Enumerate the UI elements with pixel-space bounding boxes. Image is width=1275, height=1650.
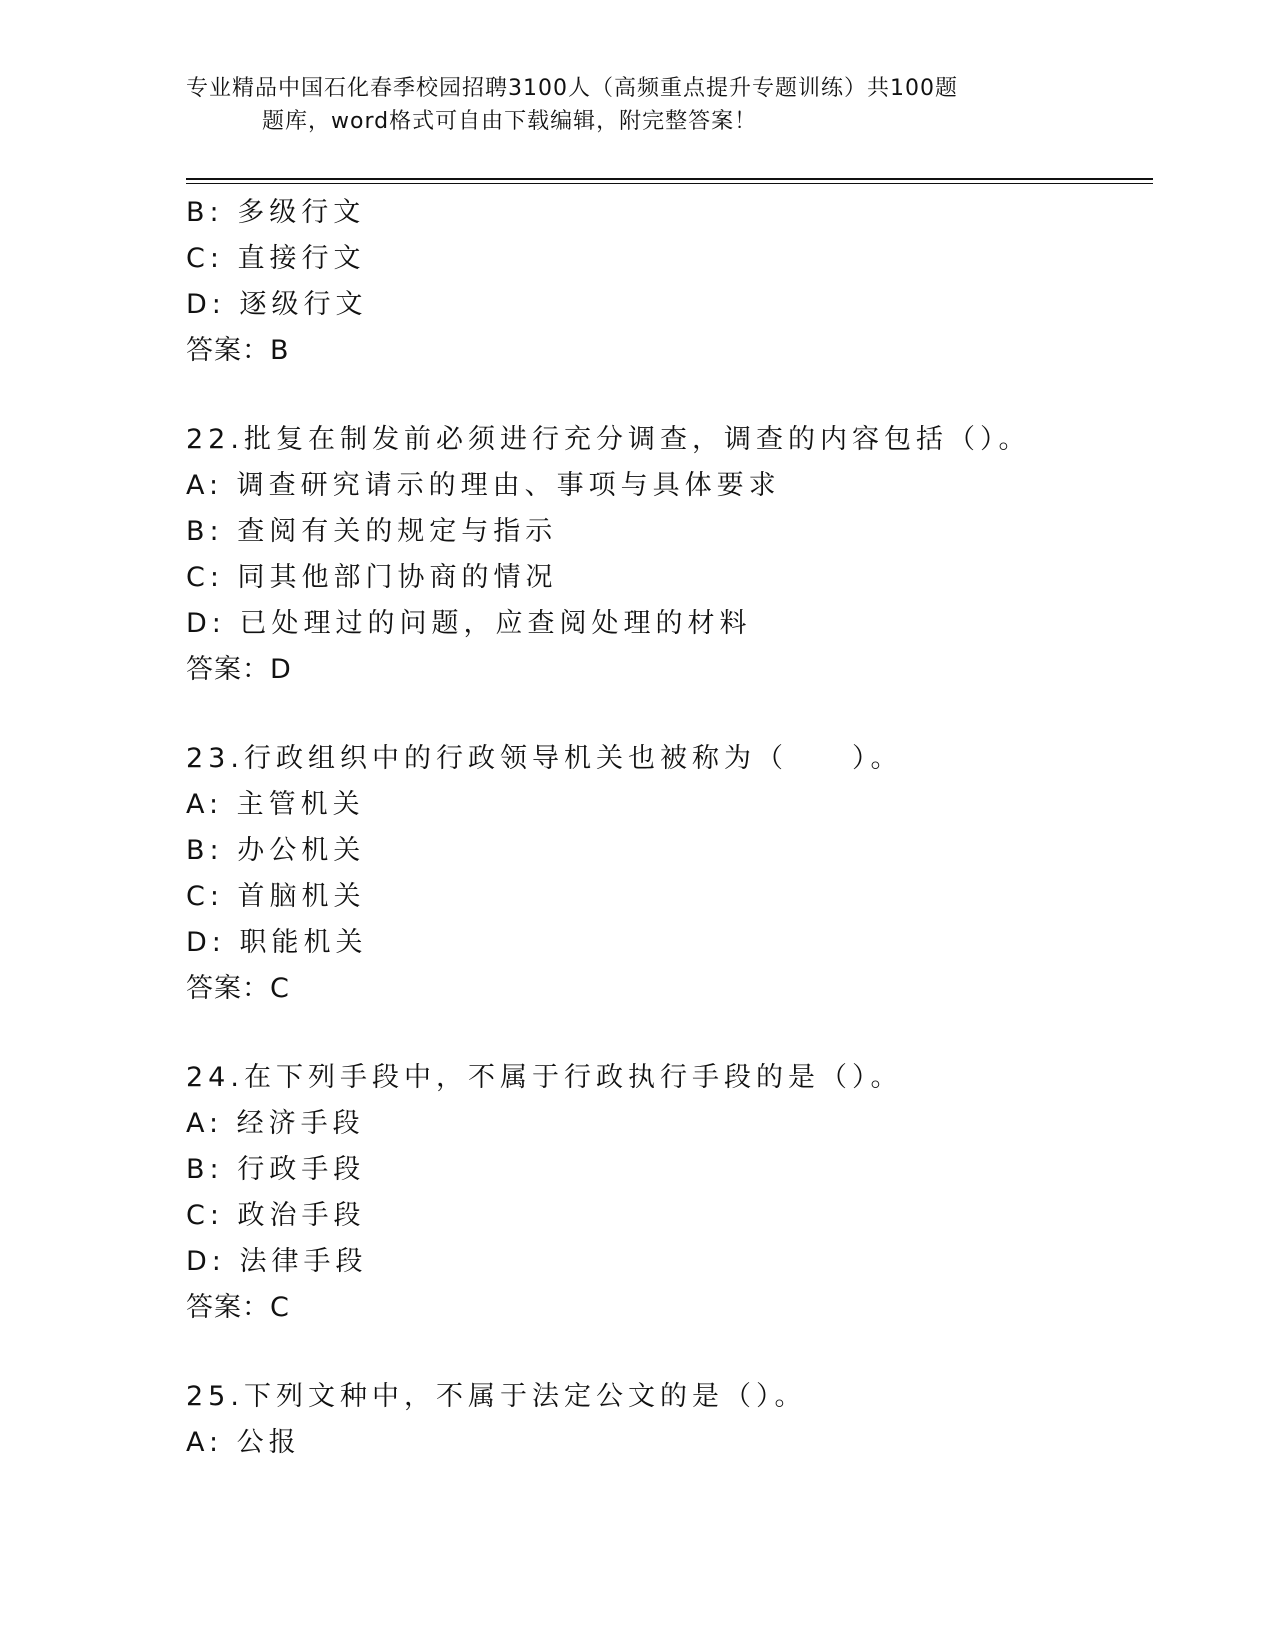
- question-23: [186, 736, 1146, 1012]
- option-c: C: 首脑机关: [186, 881, 366, 912]
- document-header: [186, 72, 1086, 138]
- header-rule-thin: [186, 183, 1153, 184]
- answer: 答案：C: [186, 1292, 290, 1323]
- option-a: A: 公报: [186, 1427, 301, 1458]
- option-a: A: 主管机关: [186, 789, 365, 820]
- option-b: B: 行政手段: [186, 1154, 366, 1185]
- question-21-continued: [186, 190, 1146, 374]
- question-22: [186, 417, 1146, 693]
- header-line-2: 题库，word格式可自由下载编辑，附完整答案！: [262, 109, 758, 134]
- header-rule-thick: [186, 178, 1153, 180]
- question-text: 23.行政组织中的行政领导机关也被称为（ ）。: [186, 743, 903, 774]
- option-c: C: 政治手段: [186, 1200, 366, 1231]
- question-text: 24.在下列手段中，不属于行政执行手段的是（）。: [186, 1062, 903, 1093]
- question-25: [186, 1374, 1146, 1466]
- option-b: B: 办公机关: [186, 835, 366, 866]
- answer: 答案：C: [186, 973, 290, 1004]
- question-text: 22.批复在制发前必须进行充分调查，调查的内容包括（）。: [186, 424, 1031, 455]
- header-line-1: 专业精品中国石化春季校园招聘3100人（高频重点提升专题训练）共100题: [186, 76, 958, 101]
- option-d: D: 职能机关: [186, 927, 368, 958]
- answer: 答案：D: [186, 654, 292, 685]
- option-c: C: 直接行文: [186, 243, 366, 274]
- answer: 答案：B: [186, 335, 290, 366]
- option-b: B: 多级行文: [186, 197, 366, 228]
- question-text: 25.下列文种中，不属于法定公文的是（）。: [186, 1381, 807, 1412]
- option-d: D: 已处理过的问题，应查阅处理的材料: [186, 608, 752, 639]
- question-list: [186, 190, 1146, 1466]
- option-b: B: 查阅有关的规定与指示: [186, 516, 558, 547]
- option-c: C: 同其他部门协商的情况: [186, 562, 558, 593]
- option-d: D: 法律手段: [186, 1246, 368, 1277]
- option-a: A: 经济手段: [186, 1108, 365, 1139]
- option-a: A: 调查研究请示的理由、事项与具体要求: [186, 470, 781, 501]
- question-24: [186, 1055, 1146, 1331]
- option-d: D: 逐级行文: [186, 289, 368, 320]
